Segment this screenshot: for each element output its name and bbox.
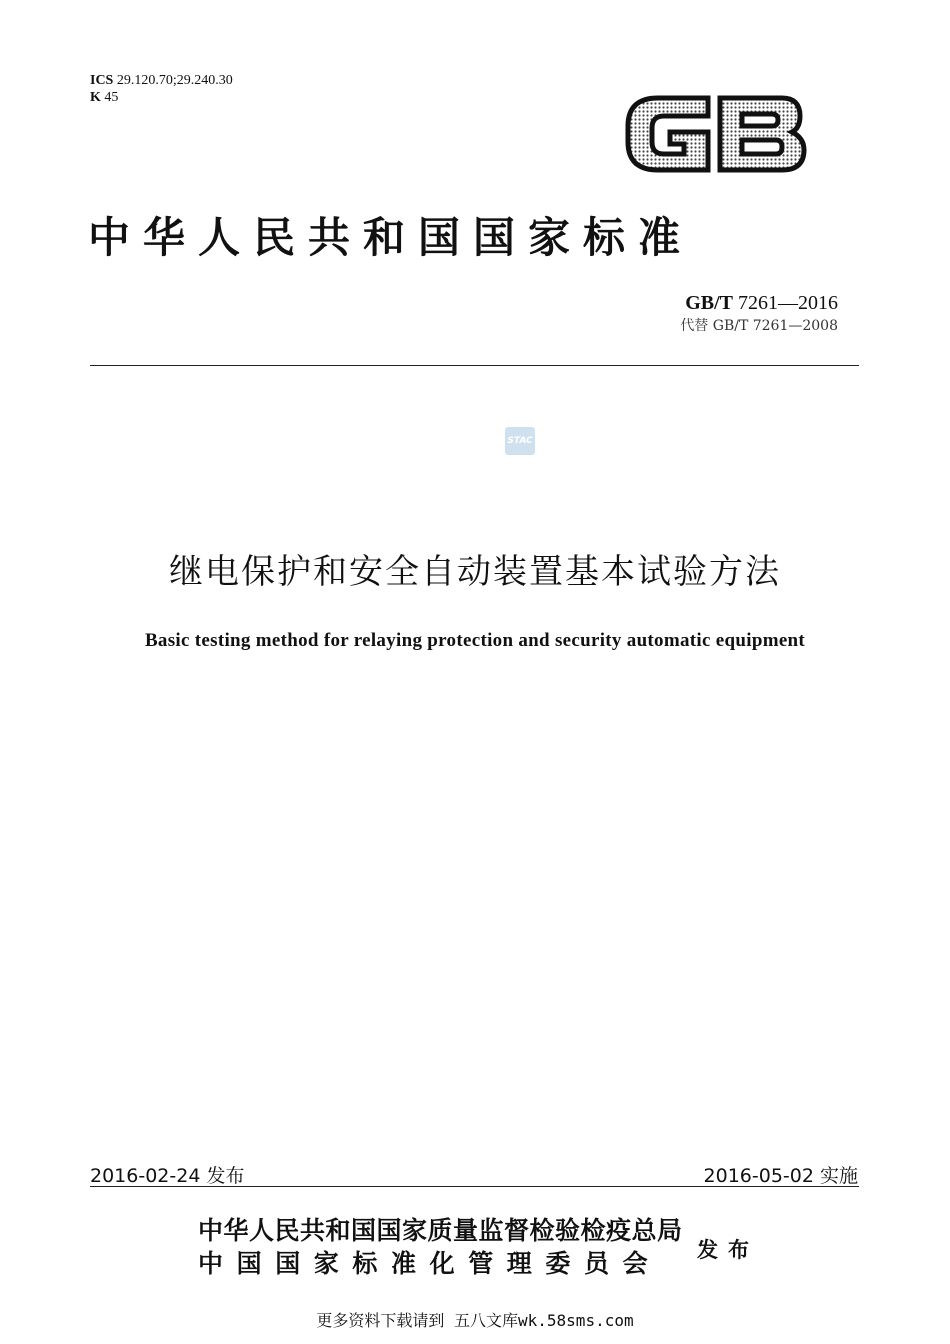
- document-title-english: Basic testing method for relaying protection and security automatic equipment: [144, 630, 806, 651]
- issuer-aqsiq: 中华人民共和国国家质量监督检验检疫总局: [198, 1216, 683, 1245]
- ics-codes: 29.120.70;29.240.30: [116, 73, 233, 88]
- class-line: [90, 89, 233, 106]
- standard-number: [685, 292, 838, 315]
- document-title-chinese: 继电保护和安全自动装置基本试验方法: [169, 552, 781, 592]
- classification-codes: [90, 72, 233, 106]
- standard-prefix: GB/T: [685, 292, 733, 314]
- date-divider: [90, 1186, 859, 1187]
- standard-number-value: 7261—2016: [738, 292, 838, 314]
- stac-watermark-icon: STAC: [505, 427, 535, 455]
- publish-label: 发布: [697, 1237, 759, 1262]
- national-standard-title: 中华人民共和国国家标准: [88, 213, 694, 262]
- release-date: 2016-02-24 发布: [90, 1165, 245, 1187]
- replaces-standard: 代替 GB/T 7261—2008: [680, 318, 838, 334]
- ics-line: [90, 72, 233, 89]
- implementation-date: 2016-05-02 实施: [703, 1165, 858, 1187]
- download-footer: 更多资料下载请到 五八文库wk.58sms.com: [316, 1311, 634, 1330]
- ics-label: ICS: [90, 73, 114, 88]
- class-label: K: [90, 90, 101, 105]
- class-code: 45: [104, 90, 119, 105]
- issuer-sac: 中国国家标准化管理委员会: [198, 1249, 662, 1278]
- header-divider: [90, 365, 859, 366]
- gb-logo-icon: [622, 86, 808, 180]
